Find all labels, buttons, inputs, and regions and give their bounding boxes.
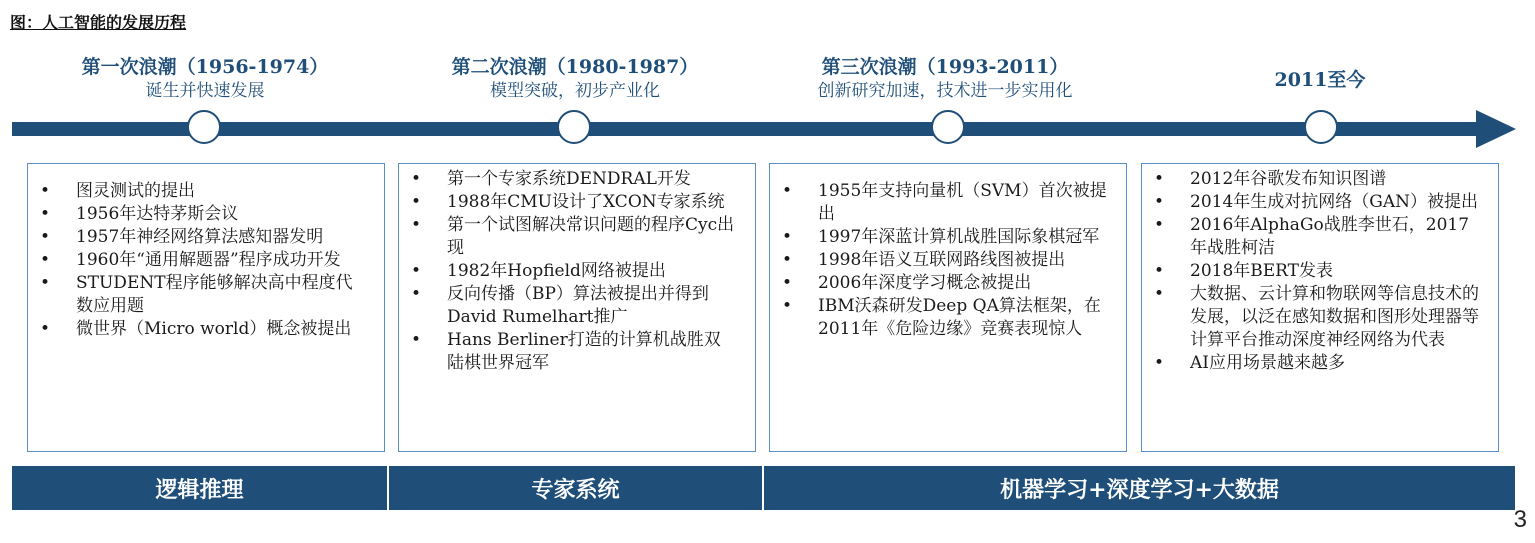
page-title: 图：人工智能的发展历程	[10, 13, 187, 32]
bullet-icon: •	[782, 227, 793, 247]
event-text: 1955年支持向量机（SVM）首次被提出	[818, 181, 1107, 224]
event-item	[28, 226, 384, 249]
event-item	[399, 329, 755, 375]
phase-name: 第二次浪潮（1980-1987）	[451, 56, 699, 78]
event-item	[28, 318, 384, 341]
event-item	[1142, 191, 1498, 214]
event-list	[399, 168, 755, 375]
timeline-arrowhead	[1476, 110, 1516, 148]
event-text: 反向传播（BP）算法被提出并得到David Rumelhart推广	[447, 284, 709, 327]
event-text: 1997年深蓝计算机战胜国际象棋冠军	[818, 227, 1100, 247]
bullet-icon: •	[782, 296, 793, 316]
event-item	[28, 180, 384, 203]
event-text: 1998年语义互联网路线图被提出	[818, 250, 1066, 270]
event-text: 1960年“通用解题器”程序成功开发	[76, 250, 341, 270]
bullet-icon: •	[782, 181, 793, 201]
timeline-node-2	[557, 110, 591, 144]
band-expert-systems: 专家系统	[389, 466, 762, 510]
phase-heading-1	[30, 55, 380, 103]
event-text: STUDENT程序能够解决高中程度代数应用题	[76, 273, 353, 316]
event-item	[399, 283, 755, 329]
event-item	[28, 272, 384, 318]
event-item	[770, 272, 1126, 295]
event-text: 2006年深度学习概念被提出	[818, 273, 1032, 293]
event-text: 2016年AlphaGo战胜李世石，2017年战胜柯洁	[1190, 215, 1470, 258]
event-text: 1982年Hopfield网络被提出	[447, 261, 666, 281]
bullet-icon: •	[40, 250, 51, 270]
event-item	[1142, 283, 1498, 352]
band-ml-dl-bigdata: 机器学习+深度学习+大数据	[764, 466, 1515, 510]
phase-heading-3	[760, 55, 1130, 103]
event-text: 大数据、云计算和物联网等信息技术的发展，以泛在感知数据和图形处理器等计算平台推动深度神经网络为代表	[1190, 284, 1479, 350]
event-text: 1957年神经网络算法感知器发明	[76, 227, 324, 247]
bullet-icon: •	[411, 284, 422, 304]
event-item	[1142, 260, 1498, 283]
phase-box-1	[27, 163, 385, 452]
bullet-icon: •	[1154, 169, 1165, 189]
event-text: 1956年达特茅斯会议	[76, 204, 239, 224]
event-list	[1142, 168, 1498, 375]
bullet-icon: •	[40, 181, 51, 201]
event-text: 微世界（Micro world）概念被提出	[76, 319, 352, 339]
bullet-icon: •	[411, 330, 422, 350]
event-text: 1988年CMU设计了XCON专家系统	[447, 192, 725, 212]
bullet-icon: •	[40, 227, 51, 247]
bullet-icon: •	[782, 250, 793, 270]
bullet-icon: •	[40, 319, 51, 339]
phase-name: 第一次浪潮（1956-1974）	[81, 56, 329, 78]
phase-box-4	[1141, 163, 1499, 452]
event-list	[28, 180, 384, 341]
bullet-icon: •	[40, 273, 51, 293]
event-item	[28, 203, 384, 226]
bullet-icon: •	[411, 215, 422, 235]
timeline-axis	[12, 122, 1477, 136]
bullet-icon: •	[411, 261, 422, 281]
phase-name: 2011至今	[1274, 69, 1366, 91]
bullet-icon: •	[1154, 284, 1165, 304]
event-item	[1142, 168, 1498, 191]
phase-box-2	[398, 163, 756, 452]
event-text: 第一个专家系统DENDRAL开发	[447, 169, 691, 189]
bullet-icon: •	[1154, 261, 1165, 281]
bullet-icon: •	[411, 169, 422, 189]
event-item	[1142, 352, 1498, 375]
phase-desc: 模型突破，初步产业化	[490, 81, 660, 101]
event-item	[770, 226, 1126, 249]
event-item	[28, 249, 384, 272]
timeline-node-1	[187, 110, 221, 144]
bullet-icon: •	[1154, 353, 1165, 373]
event-text: Hans Berliner打造的计算机战胜双陆棋世界冠军	[447, 330, 721, 373]
phase-desc: 创新研究加速，技术进一步实用化	[817, 81, 1073, 101]
bullet-icon: •	[411, 192, 422, 212]
phase-heading-2	[400, 55, 750, 103]
phase-name: 第三次浪潮（1993-2011）	[821, 56, 1069, 78]
event-text: 2014年生成对抗网络（GAN）被提出	[1190, 192, 1478, 212]
event-item	[770, 180, 1126, 226]
phase-box-3	[769, 163, 1127, 452]
bullet-icon: •	[1154, 215, 1165, 235]
event-item	[1142, 214, 1498, 260]
event-text: IBM沃森研发Deep QA算法框架，在2011年《危险边缘》竞赛表现惊人	[818, 296, 1101, 339]
event-item	[399, 168, 755, 191]
band-logic-reasoning: 逻辑推理	[12, 466, 387, 510]
bullet-icon: •	[1154, 192, 1165, 212]
phase-desc: 诞生并快速发展	[145, 81, 265, 101]
event-text: 图灵测试的提出	[76, 181, 195, 201]
event-text: 2018年BERT发表	[1190, 261, 1334, 281]
timeline-node-4	[1304, 110, 1338, 144]
event-list	[770, 180, 1126, 341]
event-item	[770, 295, 1126, 341]
bullet-icon: •	[782, 273, 793, 293]
event-item	[770, 249, 1126, 272]
event-text: 第一个试图解决常识问题的程序Cyc出现	[447, 215, 735, 258]
event-item	[399, 191, 755, 214]
bullet-icon: •	[40, 204, 51, 224]
timeline-node-3	[931, 110, 965, 144]
event-item	[399, 214, 755, 260]
phase-heading-4	[1170, 68, 1470, 92]
event-item	[399, 260, 755, 283]
event-text: AI应用场景越来越多	[1190, 353, 1345, 373]
event-text: 2012年谷歌发布知识图谱	[1190, 169, 1387, 189]
page-number: 3	[1513, 506, 1527, 533]
